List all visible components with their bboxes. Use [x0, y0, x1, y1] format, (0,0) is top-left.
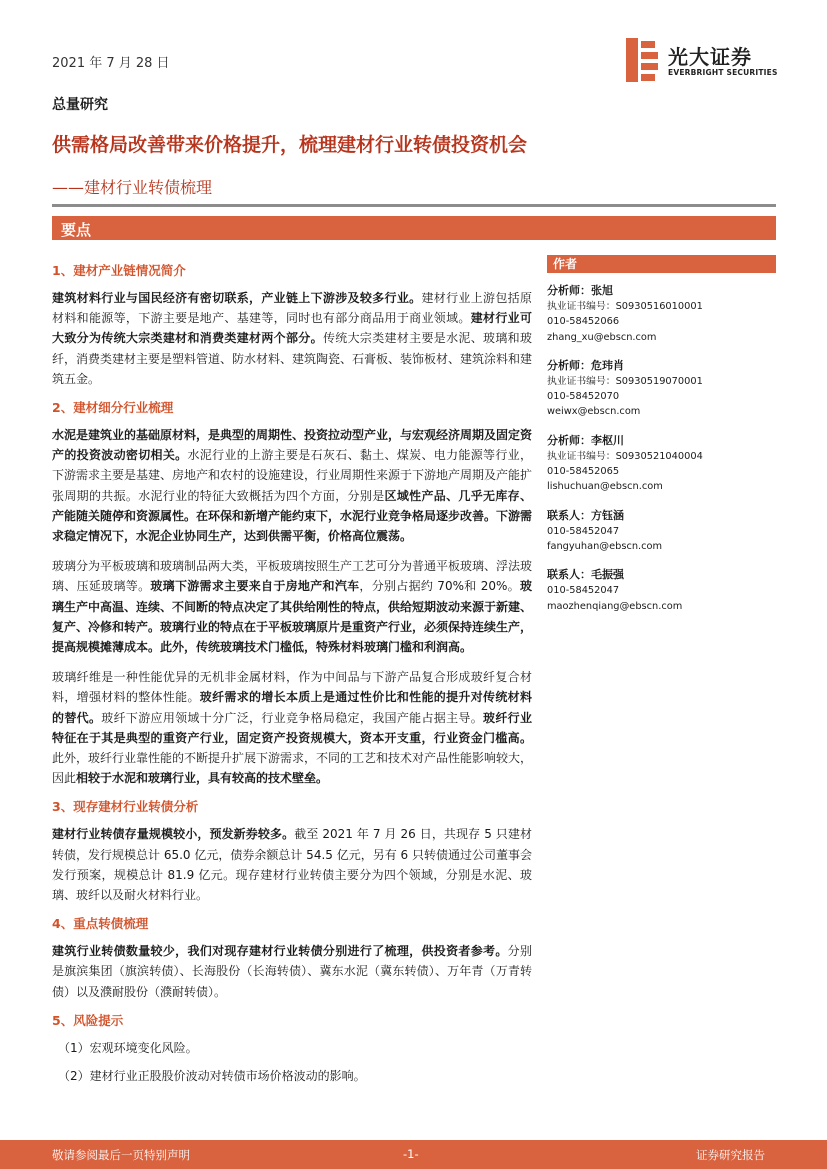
paragraph — [52, 824, 532, 905]
bold-run: 水泥是建筑业的基础原材料，是典型的周期性、投资拉动型产业，与宏观经济周期及固定资产的投资波动密切相关。 — [52, 428, 533, 463]
page-footer — [0, 1140, 827, 1169]
contact-email[interactable]: lishuchuan@ebscn.com — [547, 481, 663, 493]
contact-detail: 执业证书编号：S0930519070001 — [547, 375, 703, 387]
paragraph — [52, 941, 532, 1002]
bold-run: 玻纤行业特征在于其是典型的重资产行业，固定资产投资规模大，资本开支重，行业资金门槛高。 — [52, 710, 532, 745]
title-divider — [52, 204, 776, 207]
risk-item: （1）宏观环境变化风险。 — [58, 1040, 198, 1055]
text-run: 水泥行业的上游主要是石灰石、黏土、煤炭、电力能源等行业，下游需求主要是基建、房地产和农村的设施建设，行业周期性来源于下游地产周期及产能扩张周期的共振。水泥行业的特征大致概括为四个方面，分别是 — [52, 448, 533, 503]
everbright-logo-icon — [626, 38, 660, 82]
contact-detail: 010-58452066 — [547, 316, 620, 328]
contact-card — [547, 507, 776, 555]
section-heading: 4、重点转债梳理 — [52, 916, 149, 932]
paragraph — [52, 667, 532, 788]
text-run: 建材行业上游包括原材料和能源等，下游主要是地产、基建等，同时也有部分商品用于商业领域。 — [52, 291, 532, 326]
text-run: 传统大宗类建材主要是水泥、玻璃和玻纤，消费类建材主要是塑料管道、防水材料、建筑陶瓷、石膏板、装饰板材、建筑涂料和建筑五金。 — [52, 331, 533, 386]
brand-name-cn: 光大证券 — [668, 45, 752, 69]
contact-detail: 010-58452047 — [547, 585, 620, 597]
text-run: 截至 2021 年 7 月 26 日，共现存 5 只建材转债，发行规模总计 65.0 亿元，债券余额总计 54.5 亿元，另有 6 只转债通过公司董事会发行预案，规模总计 81.9 亿元。现存建材行业转债主要分为四个领域，分别是水泥、玻璃、玻纤以及耐火材料行业。 — [52, 827, 532, 903]
contact-email[interactable]: maozhenqiang@ebscn.com — [547, 600, 683, 612]
contact-email[interactable]: weiwx@ebscn.com — [547, 406, 641, 418]
contact-detail: 执业证书编号：S0930516010001 — [547, 301, 703, 312]
text-run: 分别是旗滨集团（旗滨转债）、长海股份（长海转债）、冀东水泥（冀东转债）、万年青（万青转债）以及濮耐股份（濮耐转债）。 — [52, 944, 532, 999]
contact-detail: 010-58452070 — [547, 391, 620, 403]
text-run: 玻璃分为平板玻璃和玻璃制品两大类，平板玻璃按照生产工艺可分为普通平板玻璃、浮法玻璃、压延玻璃等。 — [52, 559, 533, 594]
contact-detail: 010-58452047 — [547, 525, 620, 537]
contact-email[interactable]: fangyuhan@ebscn.com — [547, 540, 663, 552]
author-header: 作者 — [547, 255, 776, 273]
bold-run: 建筑材料行业与国民经济有密切联系，产业链上下游涉及较多行业。 — [52, 291, 422, 305]
keypoints-label: 要点 — [61, 221, 92, 239]
contact-card — [547, 566, 776, 614]
contact-name: 分析师：危玮肖 — [547, 358, 624, 372]
text-run: 此外，玻纤行业靠性能的不断提升扩展下游需求，不同的工艺和技术对产品性能影响较大，因此 — [52, 751, 533, 786]
contact-name: 分析师：李枢川 — [547, 433, 624, 447]
contact-detail: 010-58452065 — [547, 466, 620, 478]
keypoints-bar — [52, 216, 776, 240]
contact-name: 联系人：方钰涵 — [547, 508, 624, 522]
bold-run: 建筑行业转债数量较少，我们对现存建材行业转债分别进行了梳理，供投资者参考。 — [52, 944, 508, 959]
text-run: 玻纤下游应用领域十分广泛，行业竞争格局稳定，我国产能占据主导。 — [101, 710, 484, 725]
contact-detail: 执业证书编号：S0930521040004 — [547, 450, 703, 462]
paragraph — [52, 556, 532, 657]
risk-item: （2）建材行业正股股价波动对转债市场价格波动的影响。 — [58, 1069, 366, 1084]
contact-name: 分析师：张旭 — [547, 284, 613, 297]
main-content — [52, 262, 532, 1094]
contact-card — [547, 282, 776, 345]
text-run: ，分别占据约 70%和 20%。 — [359, 579, 520, 594]
bold-run: 相较于水泥和玻璃行业，具有较高的技术壁垒。 — [76, 771, 329, 786]
footer-label: 证券研究报告 — [696, 1148, 765, 1162]
bold-run: 区域性产品、几乎无库存、产能随关随停和资源属性。在环保和新增产能约束下，水泥行业竞争格局逐步改善。下游需求稳定情况下，水泥企业协同生产，达到供需平衡，价格高位震荡。 — [52, 488, 533, 544]
contact-email[interactable]: zhang_xu@ebscn.com — [547, 331, 657, 343]
section-heading: 3、现存建材行业转债分析 — [52, 799, 199, 815]
contact-card — [547, 357, 776, 420]
bold-run: 玻璃生产中高温、连续、不间断的特点决定了其供给刚性的特点，供给短期波动来源于新建、复产、冷修和转产。玻璃行业的特点在于平板玻璃原片是重资产行业，必须保持连续生产，提高规模摊薄成本。此外，传统玻璃技术门槛低，特殊材料玻璃门槛和利润高。 — [52, 579, 533, 655]
page-number: -1- — [403, 1147, 419, 1161]
bold-run: 建材行业转债存量规模较小，预发新券较多。 — [52, 827, 295, 842]
paragraph — [52, 288, 532, 389]
text-run: 玻璃纤维是一种性能优异的无机非金属材料，作为中间品与下游产品复合形成玻纤复合材料，增强材料的整体性能。 — [52, 670, 532, 705]
section-heading: 1、建材产业链情况简介 — [52, 263, 186, 278]
bold-run: 建材行业可大致分为传统大宗类建材和消费类建材两个部分。 — [52, 311, 532, 346]
report-date: 2021 年 7 月 28 日 — [52, 56, 170, 71]
paragraph — [52, 425, 532, 546]
section-heading: 2、建材细分行业梳理 — [52, 400, 174, 416]
contact-card — [547, 432, 776, 495]
brand-name-en: EVERBRIGHT SECURITIES — [668, 68, 778, 77]
section-heading: 5、风险提示 — [52, 1012, 124, 1028]
footer-disclaimer: 敬请参阅最后一页特别声明 — [52, 1148, 190, 1162]
bold-run: 玻纤需求的增长本质上是通过性价比和性能的提升对传统材料的替代。 — [52, 690, 532, 725]
author-sidebar — [547, 255, 776, 614]
contact-name: 联系人：毛振强 — [547, 568, 624, 582]
report-subtitle: ——建材行业转债梳理 — [52, 178, 213, 197]
report-category: 总量研究 — [52, 97, 108, 113]
bold-run: 玻璃下游需求主要来自于房地产和汽车 — [150, 579, 360, 594]
report-title: 供需格局改善带来价格提升，梳理建材行业转债投资机会 — [52, 134, 528, 156]
brand-logo — [626, 38, 776, 82]
